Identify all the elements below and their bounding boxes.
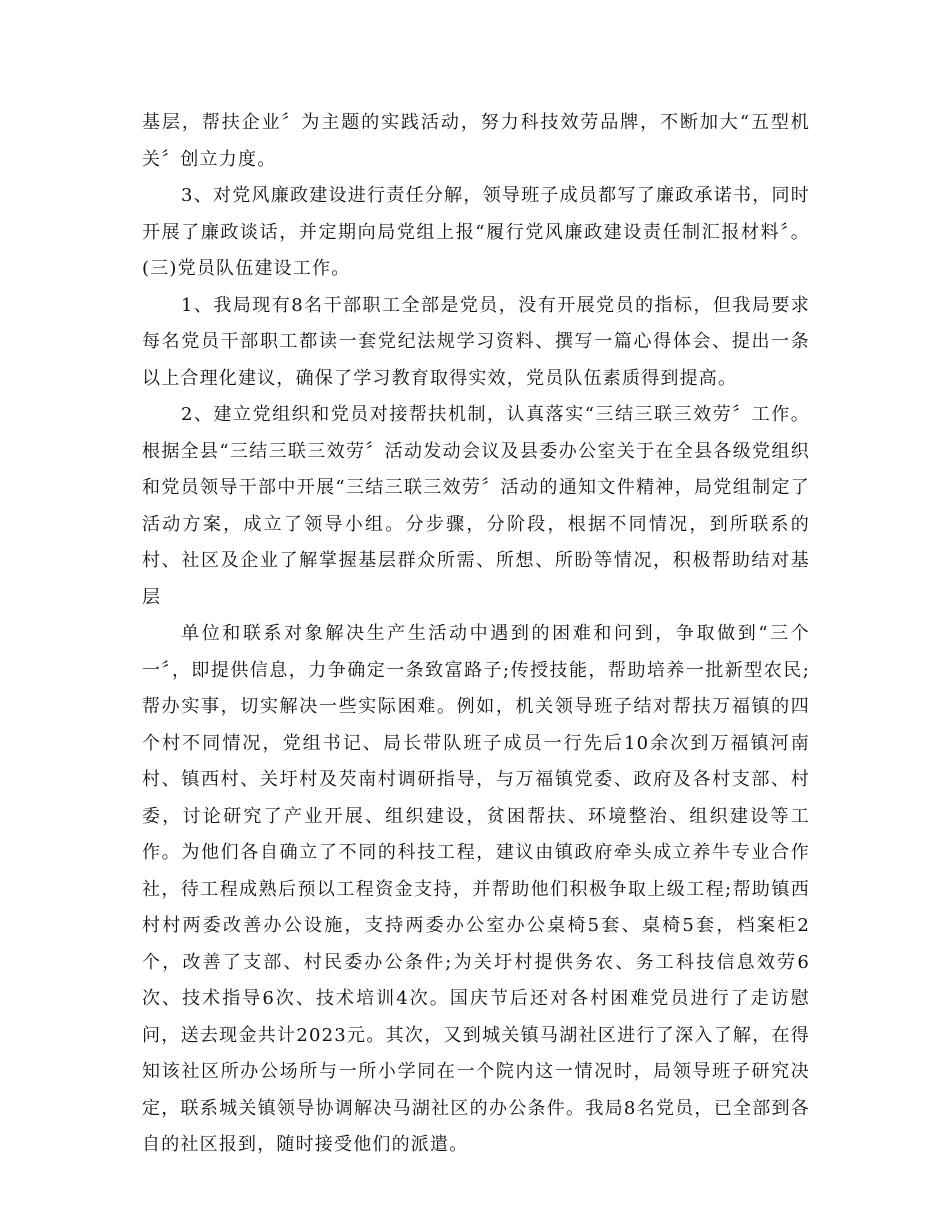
paragraph-continuation-intro: 基层，帮扶企业〞为主题的实践活动，努力科技效劳品牌，不断加大“五型机关〞创立力度。 [142, 112, 810, 170]
paragraph-assistance-details: 单位和联系对象解决生产生活动中遇到的困难和问到，争取做到“三个一〞，即提供信息，力争确定一条致富路子;传授技能，帮助培养一批新型农民;帮办实事，切实解决一些实际困难。例如，机关领导班子结对帮扶万福镇的四个村不同情况，党组书记、局长带队班子成员一行先后10余次到万福镇河南村、镇西村、关圩村及芡南村调研指导，与万福镇党委、政府及各村支部、村委，讨论研究了产业开展、组织建设，贫困帮扶、环境整治、组织建设等工作。为他们各自确立了不同的科技工程，建议由镇政府牵头成立养牛专业合作社，待工程成熟后预以工程资金支持，并帮助他们积极争取上级工程;帮助镇西村村两委改善办公设施，支持两委办公室办公桌椅5套、桌椅5套，档案柜2个，改善了支部、村民委办公条件;为关圩村提供务农、务工科技信息效劳6次、技术指导6次、技术培训4次。国庆节后还对各村困难党员进行了走访慰问，送去现金共计2023元。其次，又到城关镇马湖社区进行了深入了解，在得知该社区所办公场所与一所小学同在一个院内这一情况时，局领导班子研究决定，联系城关镇领导协调解决马湖社区的办公条件。我局8名党员，已全部到各自的社区报到，随时接受他们的派遣。 [142, 623, 810, 1155]
paragraph-item-1-members: 1、我局现有8名干部职工全部是党员，没有开展党员的指标，但我局要求每名党员干部职工都读一套党纪法规学习资料、撰写一篇心得体会、提出一条以上合理化建议，确保了学习教育取得实效，党员队伍素质得到提高。 [142, 294, 810, 389]
paragraph-item-2-assistance: 2、建立党组织和党员对接帮扶机制，认真落实“三结三联三效劳〞工作。根据全县“三结三联三效劳〞活动发动会议及县委办公室关于在全县各级党组织和党员领导干部中开展“三结三联三效劳〞活动的通知文件精神，局党组制定了活动方案，成立了领导小组。分步骤，分阶段，根据不同情况，到所联系的村、社区及企业了解掌握基层群众所需、所想、所盼等情况，积极帮助结对基层 [142, 404, 810, 608]
document-page [142, 105, 810, 1164]
paragraph-item-3-anticorruption: 3、对党风廉政建设进行责任分解，领导班子成员都写了廉政承诺书，同时开展了廉政谈话，并定期向局党组上报“履行党风廉政建设责任制汇报材料〞。(三)党员队伍建设工作。 [142, 185, 810, 279]
